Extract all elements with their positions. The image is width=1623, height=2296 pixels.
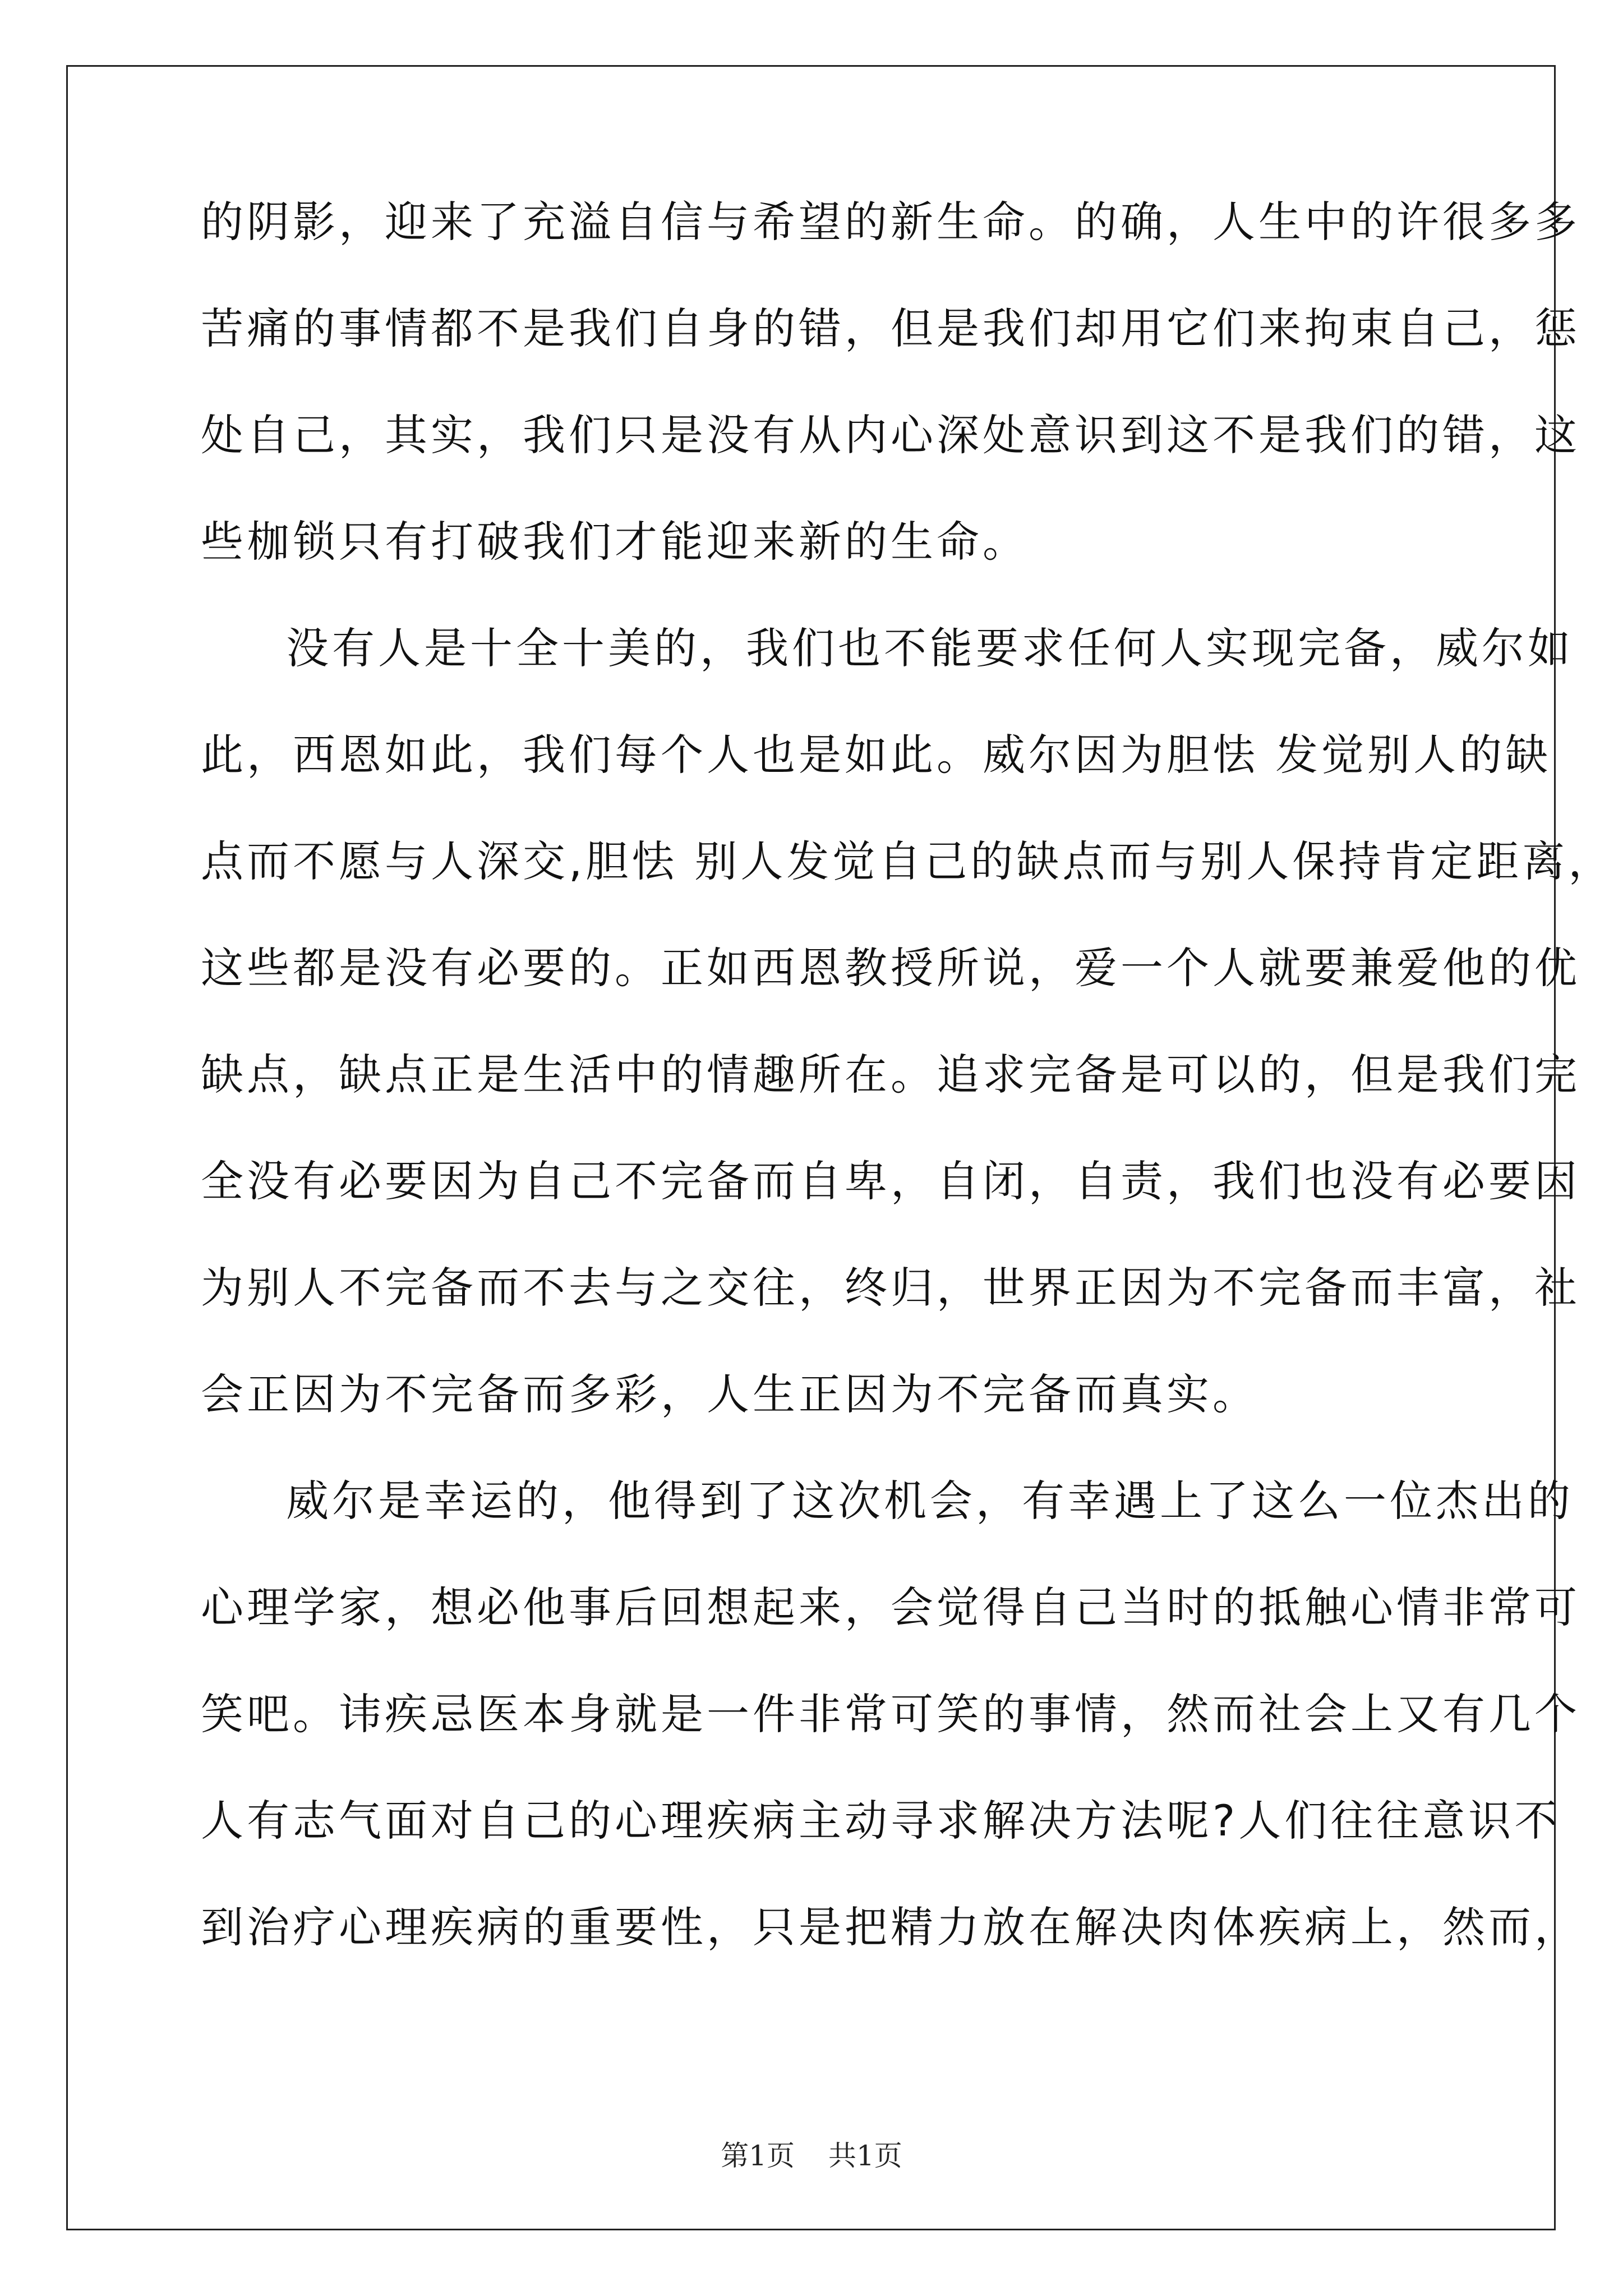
text-line: 这些都是没有必要的。正如西恩教授所说，爱一个人就要兼爱他的优 <box>201 943 1580 993</box>
text-line: 心理学家，想必他事后回想起来，会觉得自己当时的抵触心情非常可 <box>201 1582 1580 1632</box>
page-total: 共1页 <box>828 2139 902 2172</box>
text-line: 苦痛的事情都不是我们自身的错，但是我们却用它们来拘束自己，惩 <box>201 303 1580 353</box>
page-number: 第1页 <box>721 2139 795 2172</box>
text-line: 到治疗心理疾病的重要性，只是把精力放在解决肉体疾病上，然而， <box>201 1902 1580 1952</box>
paragraph-3 <box>201 1476 1580 2013</box>
page-footer <box>0 2133 1623 2174</box>
text-line: 没有人是十全十美的，我们也不能要求任何人实现完备，威尔如 <box>286 623 1574 673</box>
text-line: 处自己，其实，我们只是没有从内心深处意识到这不是我们的错，这 <box>201 410 1580 460</box>
text-line: 威尔是幸运的，他得到了这次机会，有幸遇上了这么一位杰出的 <box>286 1476 1574 1526</box>
text-line: 些枷锁只有打破我们才能迎来新的生命。 <box>201 517 1029 567</box>
text-line: 缺点，缺点正是生活中的情趣所在。追求完备是可以的，但是我们完 <box>201 1050 1580 1099</box>
text-line: 人有志气面对自己的心理疾病主动寻求解决方法呢?人们往往意识不 <box>201 1796 1561 1846</box>
text-line: 会正因为不完备而多彩，人生正因为不完备而真实。 <box>201 1369 1258 1419</box>
text-line: 全没有必要因为自己不完备而自卑，自闭，自责，我们也没有必要因 <box>201 1156 1580 1206</box>
paragraph-2 <box>201 623 1615 1480</box>
text-line: 笑吧。讳疾忌医本身就是一件非常可笑的事情，然而社会上又有几个 <box>201 1689 1580 1739</box>
paragraph-1 <box>201 197 1580 627</box>
text-line: 此，西恩如此，我们每个人也是如此。威尔因为胆怯 发觉别人的缺 <box>201 730 1552 780</box>
text-line: 为别人不完备而不去与之交往，终归，世界正因为不完备而丰富，社 <box>201 1263 1580 1313</box>
text-line: 点而不愿与人深交,胆怯 别人发觉自己的缺点而与别人保持肯定距离， <box>201 836 1615 886</box>
text-line: 的阴影，迎来了充溢自信与希望的新生命。的确，人生中的许很多多 <box>201 197 1580 247</box>
document-body <box>201 197 1615 2013</box>
